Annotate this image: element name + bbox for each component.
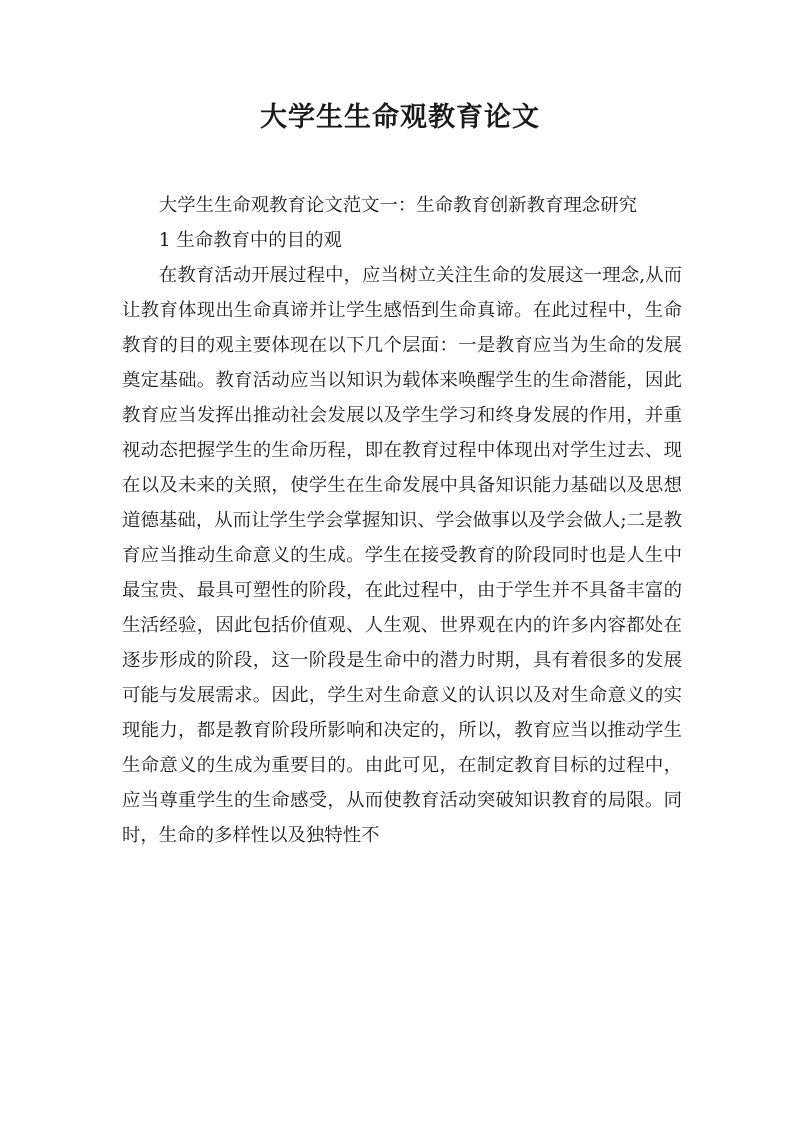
document-body [122, 188, 682, 853]
paragraph-body: 在教育活动开展过程中，应当树立关注生命的发展这一理念,从而让教育体现出生命真谛并让学生感悟到生命真谛。在此过程中，生命教育的目的观主要体现在以下几个层面：一是教育应当为生命的发展奠定基础。教育活动应当以知识为载体来唤醒学生的生命潜能，因此教育应当发挥出推动社会发展以及学生学习和终身发展的作用，并重视动态把握学生的生命历程，即在教育过程中体现出对学生过去、现在以及未来的关照，使学生在生命发展中具备知识能力基础以及思想道德基础，从而让学生学会掌握知识、学会做事以及学会做人;二是教育应当推动生命意义的生成。学生在接受教育的阶段同时也是人生中最宝贵、最具可塑性的阶段，在此过程中，由于学生并不具备丰富的生活经验，因此包括价值观、人生观、世界观在内的许多内容都处在逐步形成的阶段，这一阶段是生命中的潜力时期，具有着很多的发展可能与发展需求。因此，学生对生命意义的认识以及对生命意义的实现能力，都是教育阶段所影响和决定的，所以，教育应当以推动学生生命意义的生成为重要目的。由此可见，在制定教育目标的过程中，应当尊重学生的生命感受，从而使教育活动突破知识教育的局限。同时，生命的多样性以及独特性不 [122, 265, 682, 846]
document-title: 大学生生命观教育论文 [260, 102, 540, 133]
paragraph-subtitle: 大学生生命观教育论文范文一：生命教育创新教育理念研究 [158, 195, 637, 216]
paragraph-section-heading: 1 生命教育中的目的观 [158, 230, 342, 251]
